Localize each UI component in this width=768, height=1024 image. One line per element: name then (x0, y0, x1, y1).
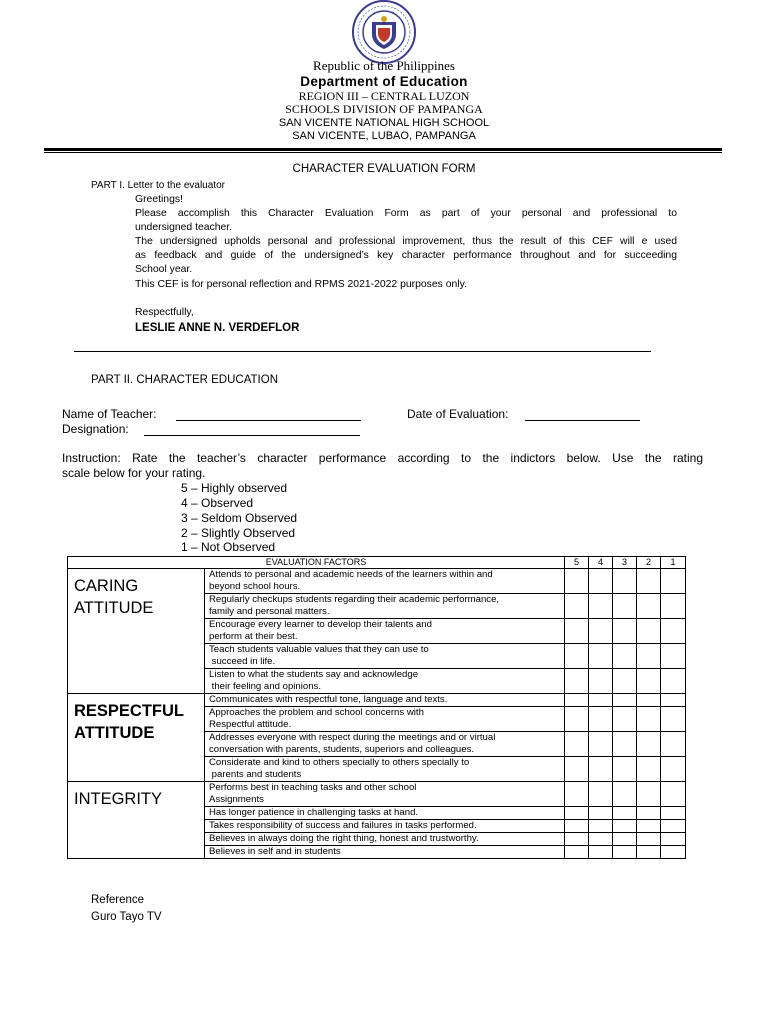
instruction-line2: scale below for your rating. (62, 466, 206, 480)
rating-cell[interactable] (637, 807, 661, 820)
rating-cell[interactable] (637, 619, 661, 644)
rating-cell[interactable] (613, 833, 637, 846)
rating-cell[interactable] (589, 732, 613, 757)
rating-cell[interactable] (661, 594, 686, 619)
rating-cell[interactable] (637, 732, 661, 757)
republic-text: Republic of the Philippines (313, 58, 455, 73)
designation-field[interactable] (144, 435, 360, 436)
rating-cell[interactable] (589, 757, 613, 782)
rating-header-3: 3 (613, 557, 637, 569)
rating-cell[interactable] (589, 820, 613, 833)
part1-heading: PART I. Letter to the evaluator (91, 180, 225, 191)
rating-header-2: 2 (637, 557, 661, 569)
scale-2: 2 – Slightly Observed (181, 526, 296, 540)
rating-cell[interactable] (565, 820, 589, 833)
evaluation-table (67, 556, 686, 859)
indicator: Performs best in teaching tasks and other school Assignments (205, 782, 565, 807)
rating-cell[interactable] (661, 644, 686, 669)
indicator: Regularly checkups students regarding their academic performance, family and personal matters. (205, 594, 565, 619)
rating-cell[interactable] (637, 594, 661, 619)
rating-cell[interactable] (589, 669, 613, 694)
rating-cell[interactable] (565, 644, 589, 669)
date-field[interactable] (525, 420, 640, 421)
rating-cell[interactable] (613, 846, 637, 859)
form-title: CHARACTER EVALUATION FORM (292, 163, 476, 175)
indicator: Addresses everyone with respect during the meetings and or virtual conversation with parents, students, superiors and colleagues. (205, 732, 565, 757)
rating-cell[interactable] (661, 707, 686, 732)
rating-cell[interactable] (613, 807, 637, 820)
rating-cell[interactable] (565, 757, 589, 782)
date-label: Date of Evaluation: (407, 407, 509, 421)
scale-3: 3 – Seldom Observed (181, 511, 298, 525)
rating-cell[interactable] (589, 833, 613, 846)
reference-source: Guro Tayo TV (91, 911, 162, 923)
name-label: Name of Teacher: (62, 407, 157, 421)
rating-cell[interactable] (613, 569, 637, 594)
part2-heading: PART II. CHARACTER EDUCATION (91, 374, 279, 386)
rating-cell[interactable] (565, 669, 589, 694)
rating-cell[interactable] (661, 619, 686, 644)
scale-4: 4 – Observed (181, 496, 254, 510)
rating-cell[interactable] (637, 757, 661, 782)
category-respectful-attitude: RESPECTFUL ATTITUDE (68, 694, 205, 782)
deped-seal (352, 0, 416, 64)
rating-cell[interactable] (661, 694, 686, 707)
rating-cell[interactable] (637, 846, 661, 859)
indicator: Believes in self and in students (205, 846, 565, 859)
rating-cell[interactable] (565, 707, 589, 732)
rating-cell[interactable] (589, 807, 613, 820)
indicator: Communicates with respectful tone, language and texts. (205, 694, 565, 707)
indicator: Takes responsibility of success and failures in tasks performed. (205, 820, 565, 833)
rating-cell[interactable] (637, 820, 661, 833)
rating-cell[interactable] (589, 707, 613, 732)
rating-cell[interactable] (565, 846, 589, 859)
scale-5: 5 – Highly observed (181, 481, 288, 495)
greeting: Greetings! (135, 194, 183, 205)
department-title: Department of Education (300, 74, 468, 89)
rating-cell[interactable] (661, 782, 686, 807)
table-row (68, 782, 686, 807)
signatory: LESLIE ANNE N. VERDEFLOR (135, 322, 300, 334)
rating-cell[interactable] (637, 569, 661, 594)
rating-cell[interactable] (637, 694, 661, 707)
rating-cell[interactable] (661, 833, 686, 846)
indicator: Listen to what the students say and acknowledge their feeling and opinions. (205, 669, 565, 694)
rating-cell[interactable] (637, 782, 661, 807)
rating-cell[interactable] (565, 569, 589, 594)
instruction-line1: Instruction: Rate the teacher’s character performance according to the indictors below. Use the rating (62, 451, 703, 465)
rating-cell[interactable] (613, 594, 637, 619)
rating-cell[interactable] (637, 833, 661, 846)
school-name: SAN VICENTE NATIONAL HIGH SCHOOL (278, 117, 490, 129)
rating-cell[interactable] (589, 694, 613, 707)
rating-header-4: 4 (589, 557, 613, 569)
header-rule-thin (44, 152, 722, 153)
rating-cell[interactable] (589, 594, 613, 619)
rating-cell[interactable] (637, 644, 661, 669)
section-divider (74, 351, 651, 352)
rating-cell[interactable] (589, 644, 613, 669)
evaluation-factors-header: EVALUATION FACTORS (68, 557, 565, 569)
rating-cell[interactable] (565, 782, 589, 807)
rating-cell[interactable] (661, 669, 686, 694)
rating-cell[interactable] (613, 644, 637, 669)
indicator: Teach students valuable values that they can use to succeed in life. (205, 644, 565, 669)
rating-cell[interactable] (565, 694, 589, 707)
rating-cell[interactable] (613, 694, 637, 707)
rating-cell[interactable] (565, 619, 589, 644)
rating-cell[interactable] (613, 820, 637, 833)
rating-cell[interactable] (661, 569, 686, 594)
rating-cell[interactable] (589, 619, 613, 644)
rating-cell[interactable] (661, 757, 686, 782)
rating-cell[interactable] (661, 732, 686, 757)
indicator: Approaches the problem and school concerns with Respectful attitude. (205, 707, 565, 732)
rating-cell[interactable] (613, 782, 637, 807)
indicator: Believes in always doing the right thing, honest and trustworthy. (205, 833, 565, 846)
name-field[interactable] (176, 420, 361, 421)
letter-p1-line2: undersigned teacher. (135, 222, 233, 233)
indicator: Has longer patience in challenging tasks at hand. (205, 807, 565, 820)
letter-p2-line1: The undersigned upholds personal and professional improvement, thus the result of this CEF will e used (135, 236, 677, 247)
school-address: SAN VICENTE, LUBAO, PAMPANGA (292, 130, 476, 142)
rating-cell[interactable] (613, 707, 637, 732)
rating-cell[interactable] (661, 820, 686, 833)
rating-cell[interactable] (661, 846, 686, 859)
rating-cell[interactable] (565, 807, 589, 820)
header-rule (44, 148, 722, 151)
letter-p3: This CEF is for personal reflection and RPMS 2021-2022 purposes only. (135, 279, 467, 290)
rating-cell[interactable] (589, 569, 613, 594)
rating-cell[interactable] (661, 807, 686, 820)
rating-cell[interactable] (565, 732, 589, 757)
rating-cell[interactable] (637, 707, 661, 732)
rating-cell[interactable] (565, 594, 589, 619)
table-row (68, 569, 686, 594)
rating-cell[interactable] (613, 669, 637, 694)
letter-p2-line2: as feedback and guide of the undersigned’s key character performance throughout and for succeeding (135, 250, 677, 261)
designation-label: Designation: (62, 422, 129, 436)
rating-cell[interactable] (637, 669, 661, 694)
rating-cell[interactable] (589, 782, 613, 807)
letter-p1-line1: Please accomplish this Character Evaluation Form as part of your personal and professional to (135, 208, 677, 219)
letter-p2-line3: School year. (135, 264, 193, 275)
indicator: Attends to personal and academic needs of the learners within and beyond school hours. (205, 569, 565, 594)
reference-label: Reference (91, 894, 145, 906)
indicator: Considerate and kind to others specially to others specially to parents and students (205, 757, 565, 782)
category-integrity: INTEGRITY (68, 782, 205, 859)
table-row (68, 694, 686, 707)
rating-cell[interactable] (613, 757, 637, 782)
rating-header-1: 1 (661, 557, 686, 569)
category-caring-attitude: CARING ATTITUDE (68, 569, 205, 694)
division-text: SCHOOLS DIVISION OF PAMPANGA (285, 102, 483, 116)
scale-1: 1 – Not Observed (181, 540, 276, 554)
indicator: Encourage every learner to develop their talents and perform at their best. (205, 619, 565, 644)
region-text: REGION III – CENTRAL LUZON (298, 89, 470, 103)
rating-cell[interactable] (613, 619, 637, 644)
rating-cell[interactable] (613, 732, 637, 757)
rating-header-5: 5 (565, 557, 589, 569)
closing: Respectfully, (135, 307, 194, 318)
table-header-row (68, 557, 686, 569)
rating-cell[interactable] (565, 833, 589, 846)
rating-cell[interactable] (589, 846, 613, 859)
